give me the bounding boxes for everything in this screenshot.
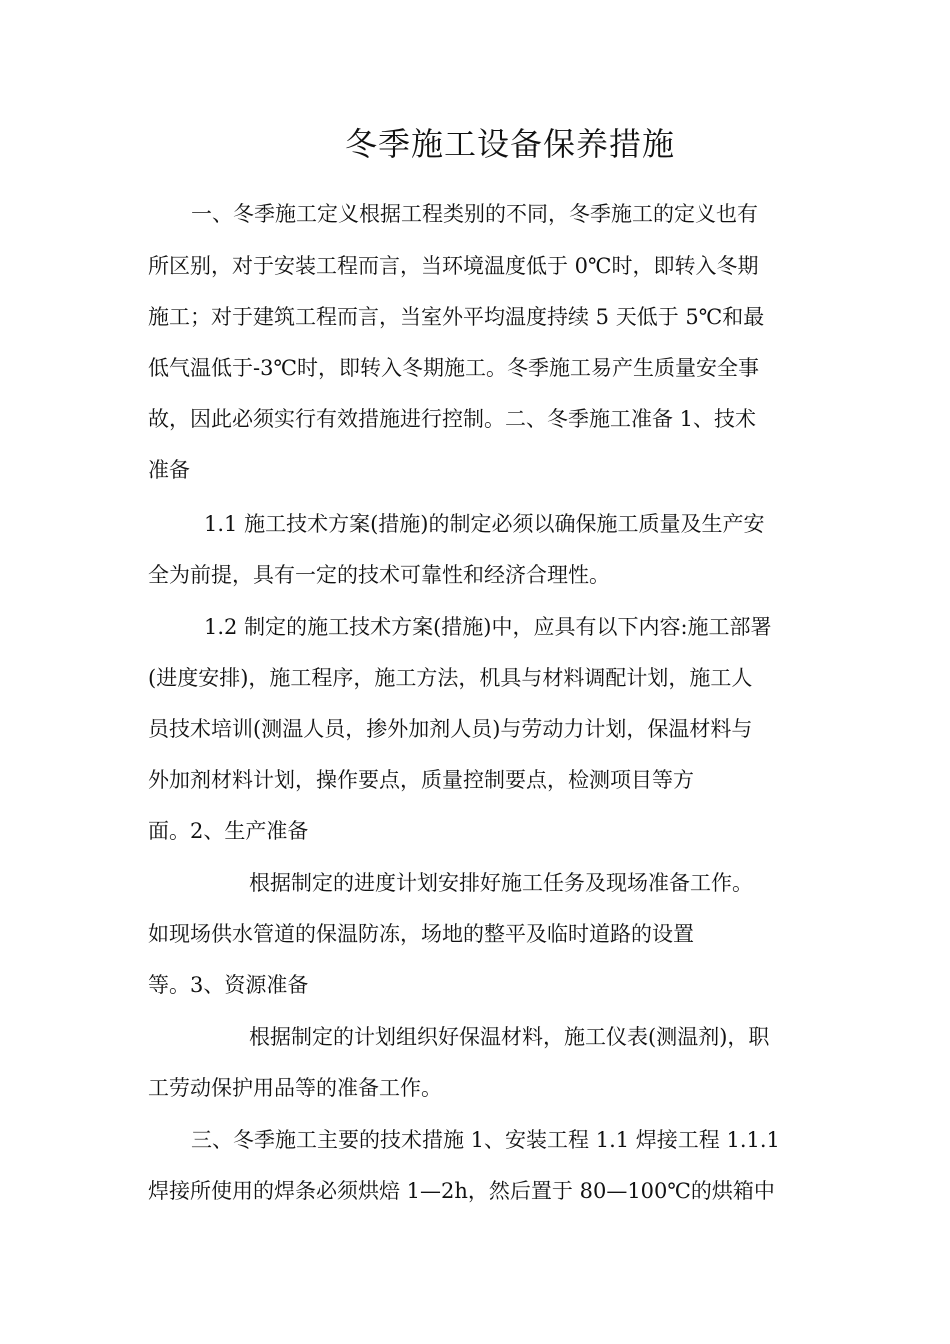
text-line: 1.2 制定的施工技术方案(措施)中，应具有以下内容:施工部署 — [204, 615, 772, 639]
text-line: 故，因此必须实行有效措施进行控制。二、冬季施工准备 1、技术 — [148, 407, 757, 431]
document-title: 冬季施工设备保养措施 — [344, 125, 675, 163]
text-line: 施工；对于建筑工程而言，当室外平均温度持续 5 天低于 5℃和最 — [148, 305, 765, 329]
text-line: 工劳动保护用品等的准备工作。 — [148, 1076, 442, 1100]
text-line: 根据制定的计划组织好保温材料，施工仪表(测温剂)，职 — [249, 1025, 770, 1049]
text-line: 1.1 施工技术方案(措施)的制定必须以确保施工质量及生产安 — [204, 512, 765, 536]
text-line: 面。2、生产准备 — [148, 819, 309, 843]
text-line: 一、冬季施工定义根据工程类别的不同，冬季施工的定义也有 — [191, 202, 758, 226]
text-line: 三、冬季施工主要的技术措施 1、安装工程 1.1 焊接工程 1.1.1 — [191, 1128, 780, 1152]
text-line: 员技术培训(测温人员，掺外加剂人员)与劳动力计划，保温材料与 — [148, 717, 753, 741]
text-line: 如现场供水管道的保温防冻，场地的整平及临时道路的设置 — [148, 922, 694, 946]
text-line: 根据制定的进度计划安排好施工任务及现场准备工作。 — [249, 871, 753, 895]
text-line: 外加剂材料计划，操作要点，质量控制要点，检测项目等方 — [148, 768, 694, 792]
text-line: 准备 — [148, 458, 190, 482]
text-line: (进度安排)，施工程序，施工方法，机具与材料调配计划，施工人 — [148, 666, 753, 690]
text-line: 低气温低于-3℃时，即转入冬期施工。冬季施工易产生质量安全事 — [148, 356, 759, 380]
text-line: 全为前提，具有一定的技术可靠性和经济合理性。 — [148, 563, 610, 587]
text-line: 所区别，对于安装工程而言，当环境温度低于 0℃时，即转入冬期 — [148, 254, 759, 278]
text-line: 等。3、资源准备 — [148, 973, 309, 997]
text-line: 焊接所使用的焊条必须烘焙 1—2h，然后置于 80—100℃的烘箱中 — [148, 1179, 775, 1203]
